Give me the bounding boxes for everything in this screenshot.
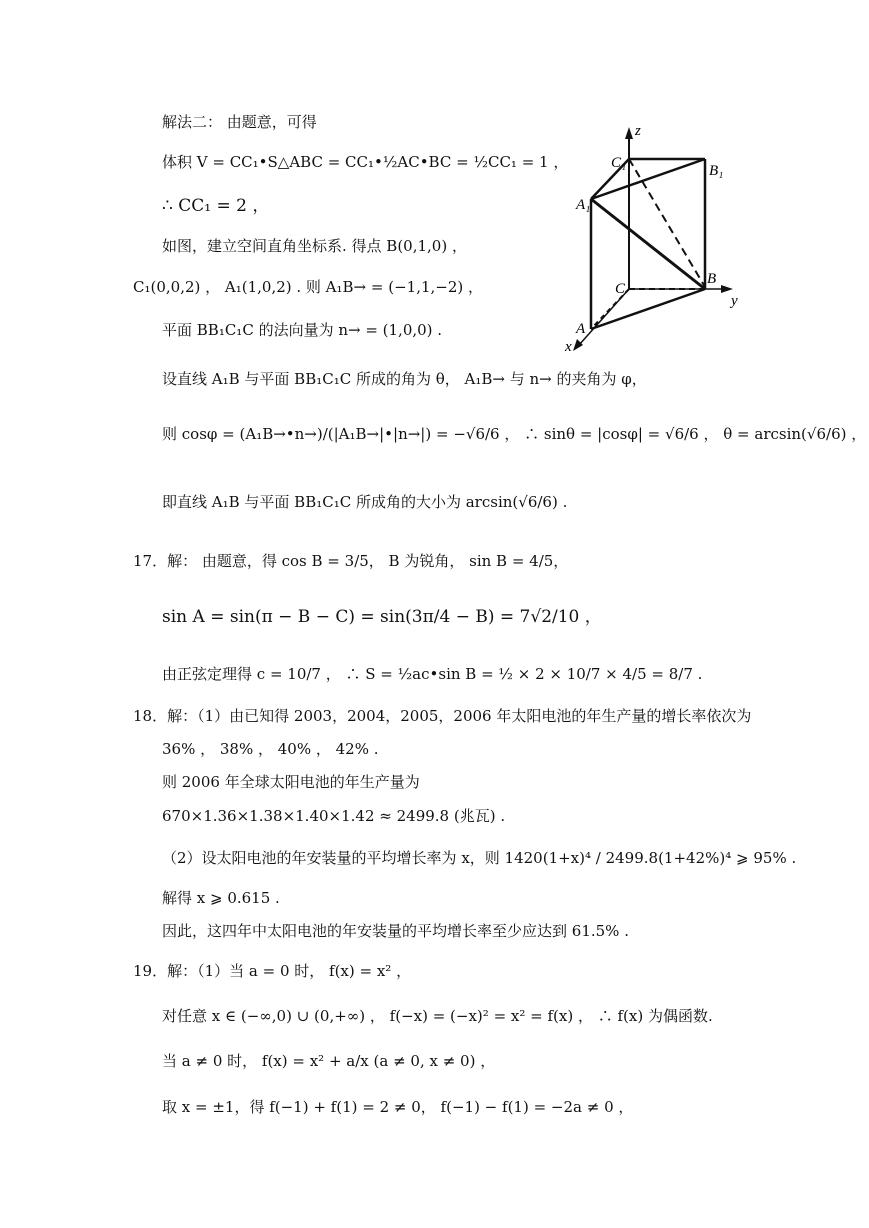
label-x: x xyxy=(565,339,572,355)
label-C1: C₁ xyxy=(611,155,627,171)
label-A1: A₁ xyxy=(576,197,591,213)
cos-relation: 则 cosφ = (A₁B→•n→)/(|A₁B→|•|n→|) = −√6/6 ， ∴ sinθ = |cosφ| = √6/6 ， θ = arcsin(√6/6) ， xyxy=(162,425,867,443)
z-axis-arrow xyxy=(625,127,633,139)
prism-figure xyxy=(555,115,765,355)
label-z: z xyxy=(635,123,641,139)
edge-AB xyxy=(591,289,705,329)
label-A: A xyxy=(576,321,586,337)
coordinate-system: 如图，建立空间直角坐标系. 得点 B(0,1,0) ， xyxy=(162,237,467,255)
q18-line7: 因此，这四年中太阳电池的年安装量的平均增长率至少应达到 61.5% . xyxy=(162,922,629,940)
q19-line4: 取 x = ±1，得 f(−1) + f(1) = 2 ≠ 0， f(−1) − f(1) = −2a ≠ 0 ， xyxy=(162,1098,634,1116)
y-axis-arrow xyxy=(721,285,733,293)
q18-line6: 解得 x ⩾ 0.615 . xyxy=(162,889,280,907)
label-C: C xyxy=(615,281,626,297)
q17-line3: 由正弦定理得 c = 10/7 ， ∴ S = ½ac•sin B = ½ × 2 × 10/7 × 4/5 = 8/7 . xyxy=(162,665,703,683)
label-B1: B₁ xyxy=(709,163,724,179)
q19-line3: 当 a ≠ 0 时， f(x) = x² + a/x (a ≠ 0, x ≠ 0) ， xyxy=(162,1052,496,1070)
normal-vector: 平面 BB₁C₁C 的法向量为 n→ = (1,0,0) . xyxy=(162,321,443,339)
q18-line1: 18．解：（1）由已知得 2003，2004，2005，2006 年太阳电池的年生产量的增长率依次为 xyxy=(133,707,752,725)
label-y: y xyxy=(731,293,738,309)
q17-line1: 17．解： 由题意，得 cos B = 3/5， B 为锐角， sin B = 4/5， xyxy=(133,552,569,570)
edge-A1B xyxy=(591,199,705,289)
x-axis-arrow xyxy=(573,339,583,351)
label-B: B xyxy=(707,271,717,287)
method2-conclusion: 即直线 A₁B 与平面 BB₁C₁C 所成角的大小为 arcsin(√6/6) . xyxy=(162,493,568,511)
q19-line2: 对任意 x ∈ (−∞,0) ∪ (0,+∞) ， f(−x) = (−x)² = x² = f(x) ， ∴ f(x) 为偶函数. xyxy=(162,1007,713,1025)
q18-line3: 则 2006 年全球太阳电池的年生产量为 xyxy=(162,773,420,791)
cc1-result: ∴ CC₁ = 2 ， xyxy=(162,196,270,216)
method2-heading: 解法二： 由题意，可得 xyxy=(162,113,317,131)
q19-line1: 19．解：（1）当 a = 0 时， f(x) = x² ， xyxy=(133,962,412,980)
q18-line2: 36% ， 38% ， 40% ， 42% . xyxy=(162,740,379,758)
edge-A1B1 xyxy=(591,159,705,199)
edge-C1B-dashed xyxy=(629,159,705,287)
q17-line2: sin A = sin(π − B − C) = sin(3π/4 − B) = 7√2/10 ， xyxy=(162,607,602,627)
angle-definition: 设直线 A₁B 与平面 BB₁C₁C 所成的角为 θ， A₁B→ 与 n→ 的夹角为 φ， xyxy=(162,370,647,388)
q18-line4: 670×1.36×1.38×1.40×1.42 ≈ 2499.8 (兆瓦) . xyxy=(162,807,506,825)
points-and-vector: C₁(0,0,2) ， A₁(1,0,2) . 则 A₁B→ = (−1,1,−2) ， xyxy=(133,278,484,296)
volume-formula: 体积 V = CC₁•S△ABC = CC₁•½AC•BC = ½CC₁ = 1 ， xyxy=(162,153,569,171)
q18-line5: （2）设太阳电池的年安装量的平均增长率为 x，则 1420(1+x)⁴ / 2499.8(1+42%)⁴ ⩾ 95% . xyxy=(162,849,797,867)
